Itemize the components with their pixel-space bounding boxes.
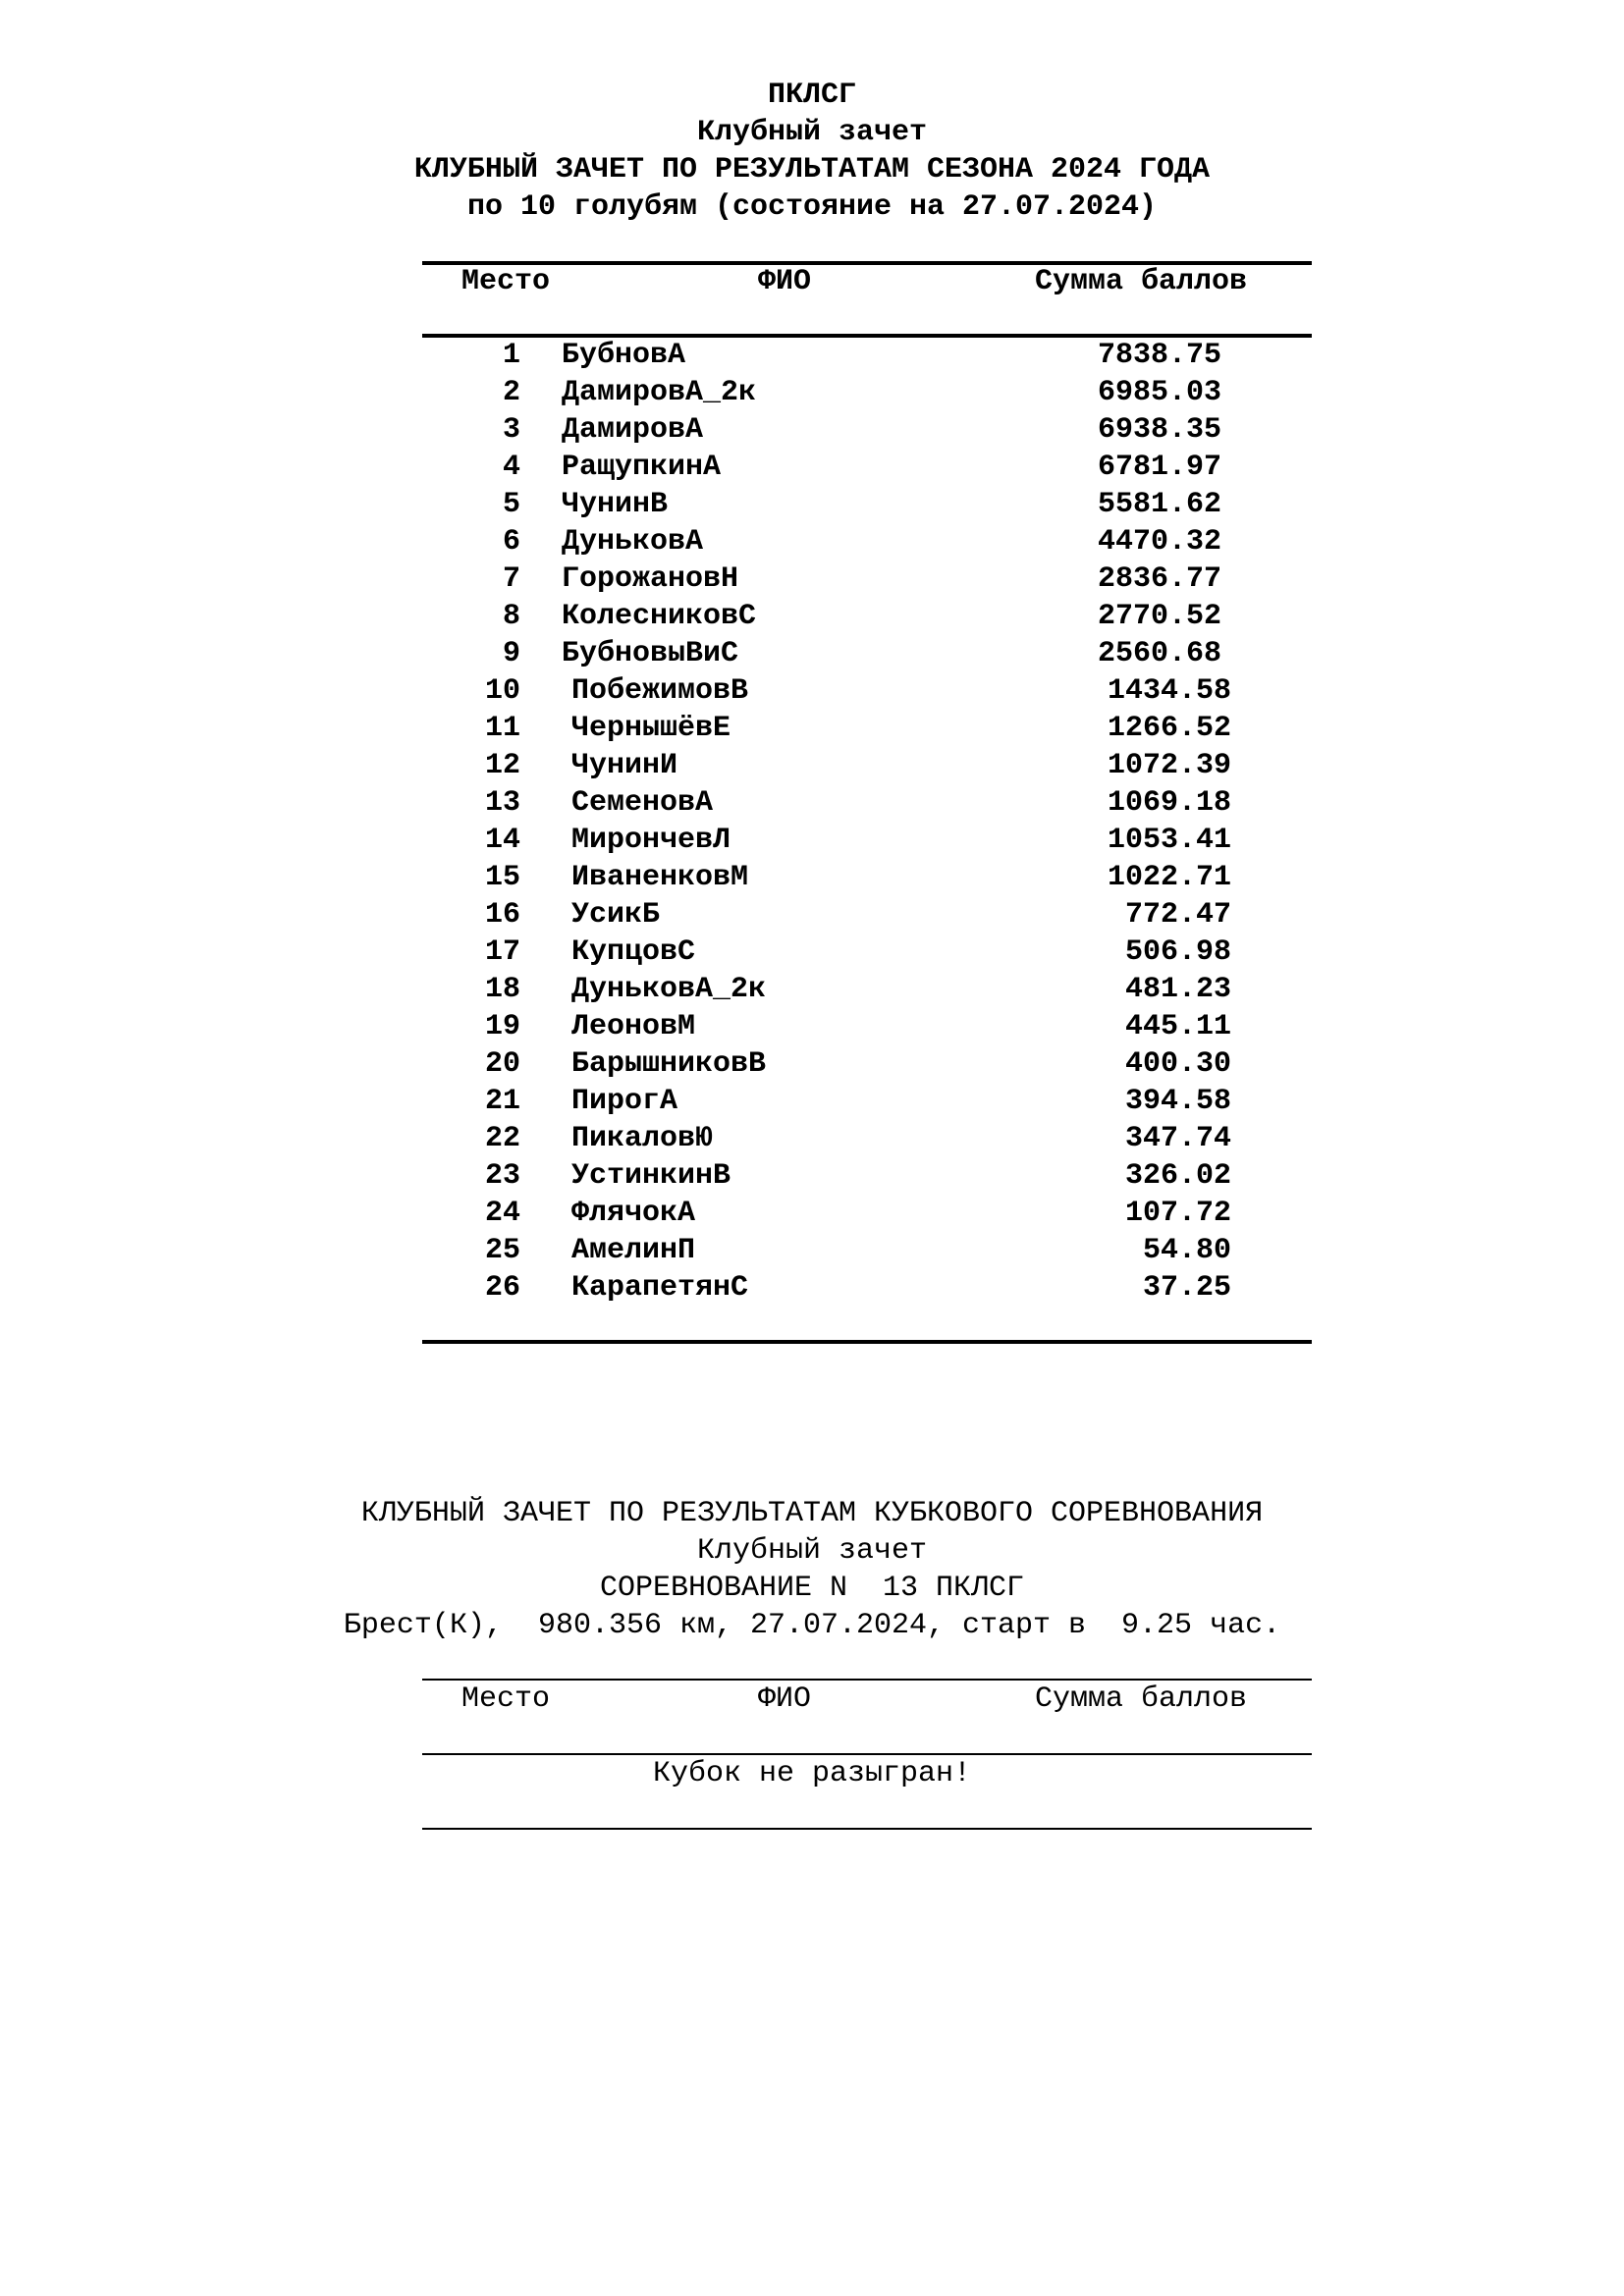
row-name: ЛеоновМ (571, 1010, 696, 1043)
table-row (0, 523, 1624, 561)
table-row (0, 896, 1624, 934)
row-score: 6781.97 (1097, 451, 1221, 484)
table-row (0, 934, 1624, 971)
row-name: ПобежимовВ (571, 674, 749, 708)
table-row (0, 1008, 1624, 1045)
table-bottom-rule (422, 1340, 1312, 1344)
row-name: ДуньковА (562, 525, 704, 559)
table-row (0, 859, 1624, 896)
row-score: 37.25 (1142, 1271, 1231, 1305)
table-row (0, 635, 1624, 672)
row-place: 20 (484, 1047, 520, 1081)
row-place: 12 (484, 749, 520, 782)
row-place: 16 (484, 898, 520, 932)
row-score: 6985.03 (1097, 376, 1221, 409)
row-name: РащупкинА (562, 451, 722, 484)
row-name: БубновА (562, 339, 686, 372)
season-title: КЛУБНЫЙ ЗАЧЕТ ПО РЕЗУЛЬТАТАМ СЕЗОНА 2024 ГОДА (413, 153, 1211, 187)
table-row (0, 1232, 1624, 1269)
season-condition: по 10 голубям (состояние на 27.07.2024) (466, 190, 1158, 224)
row-score: 481.23 (1124, 973, 1231, 1006)
row-place: 24 (484, 1197, 520, 1230)
season-subtitle: Клубный зачет (696, 116, 928, 149)
row-name: ЧунинВ (562, 488, 669, 521)
table-row (0, 561, 1624, 598)
row-name: ЧернышёвЕ (571, 712, 731, 745)
row-name: ДамировА (562, 413, 704, 447)
row-score: 1069.18 (1107, 786, 1231, 820)
table-row (0, 598, 1624, 635)
row-name: ИваненковМ (571, 861, 749, 894)
table-row (0, 1269, 1624, 1307)
table-row (0, 449, 1624, 486)
row-score: 347.74 (1124, 1122, 1231, 1155)
cup-column-header-place: Место (461, 1682, 551, 1716)
row-place: 10 (484, 674, 520, 708)
row-score: 1022.71 (1107, 861, 1231, 894)
row-place: 23 (484, 1159, 520, 1193)
row-score: 445.11 (1124, 1010, 1231, 1043)
row-place: 9 (502, 637, 520, 670)
table-row (0, 672, 1624, 710)
row-place: 25 (484, 1234, 520, 1267)
table-row (0, 1045, 1624, 1083)
row-place: 11 (484, 712, 520, 745)
row-place: 19 (484, 1010, 520, 1043)
row-name: МирончевЛ (571, 824, 731, 857)
table-row (0, 374, 1624, 411)
row-score: 394.58 (1124, 1085, 1231, 1118)
row-name: КолесниковС (562, 600, 757, 633)
row-place: 6 (502, 525, 520, 559)
row-place: 13 (484, 786, 520, 820)
row-place: 7 (502, 562, 520, 596)
row-score: 1434.58 (1107, 674, 1231, 708)
row-place: 18 (484, 973, 520, 1006)
row-score: 5581.62 (1097, 488, 1221, 521)
row-place: 14 (484, 824, 520, 857)
row-place: 3 (502, 413, 520, 447)
row-score: 506.98 (1124, 935, 1231, 969)
row-score: 54.80 (1142, 1234, 1231, 1267)
cup-table-bottom-rule (422, 1828, 1312, 1830)
row-score: 6938.35 (1097, 413, 1221, 447)
row-name: УстинкинВ (571, 1159, 731, 1193)
row-score: 107.72 (1124, 1197, 1231, 1230)
row-score: 326.02 (1124, 1159, 1231, 1193)
row-name: ЧунинИ (571, 749, 678, 782)
row-score: 1266.52 (1107, 712, 1231, 745)
row-score: 400.30 (1124, 1047, 1231, 1081)
row-score: 4470.32 (1097, 525, 1221, 559)
table-row (0, 710, 1624, 747)
cup-competition: СОРЕВНОВАНИЕ N 13 ПКЛСГ (599, 1572, 1025, 1605)
row-score: 772.47 (1124, 898, 1231, 932)
row-name: ДамировА_2к (562, 376, 757, 409)
cup-column-header-score: Сумма баллов (1035, 1682, 1248, 1716)
row-name: ПирогА (571, 1085, 678, 1118)
table-row (0, 337, 1624, 374)
row-name: ПикаловЮ (571, 1122, 714, 1155)
row-name: УсикБ (571, 898, 661, 932)
row-score: 7838.75 (1097, 339, 1221, 372)
row-score: 2560.68 (1097, 637, 1221, 670)
table-row (0, 411, 1624, 449)
row-place: 4 (502, 451, 520, 484)
table-row (0, 747, 1624, 784)
row-name: ДуньковА_2к (571, 973, 767, 1006)
row-score: 1053.41 (1107, 824, 1231, 857)
row-name: БарышниковВ (571, 1047, 767, 1081)
row-place: 1 (502, 339, 520, 372)
row-place: 8 (502, 600, 520, 633)
row-name: КарапетянС (571, 1271, 749, 1305)
row-name: АмелинП (571, 1234, 696, 1267)
table-row (0, 486, 1624, 523)
cup-details: Брест(К), 980.356 км, 27.07.2024, старт в 9.25 час. (343, 1609, 1281, 1642)
row-place: 22 (484, 1122, 520, 1155)
column-header-name: ФИО (758, 265, 812, 298)
row-place: 21 (484, 1085, 520, 1118)
row-name: СеменовА (571, 786, 714, 820)
row-score: 2836.77 (1097, 562, 1221, 596)
table-row (0, 822, 1624, 859)
cup-note: Кубок не разыгран! (652, 1757, 972, 1790)
cup-subtitle: Клубный зачет (696, 1534, 928, 1568)
row-name: ФлячокА (571, 1197, 696, 1230)
column-header-place: Место (461, 265, 551, 298)
row-score: 1072.39 (1107, 749, 1231, 782)
row-place: 2 (502, 376, 520, 409)
column-header-score: Сумма баллов (1035, 265, 1248, 298)
row-place: 15 (484, 861, 520, 894)
row-name: БубновыВиС (562, 637, 739, 670)
table-row (0, 971, 1624, 1008)
table-row (0, 1120, 1624, 1157)
row-score: 2770.52 (1097, 600, 1221, 633)
cup-column-header-name: ФИО (758, 1682, 812, 1716)
row-place: 26 (484, 1271, 520, 1305)
table-row (0, 1083, 1624, 1120)
table-row (0, 1195, 1624, 1232)
org-title: ПКЛСГ (767, 79, 856, 112)
table-row (0, 1157, 1624, 1195)
row-place: 17 (484, 935, 520, 969)
table-row (0, 784, 1624, 822)
row-place: 5 (502, 488, 520, 521)
row-name: ГорожановН (562, 562, 739, 596)
cup-title: КЛУБНЫЙ ЗАЧЕТ ПО РЕЗУЛЬТАТАМ КУБКОВОГО СОРЕВНОВАНИЯ (360, 1497, 1264, 1530)
row-name: КупцовС (571, 935, 696, 969)
